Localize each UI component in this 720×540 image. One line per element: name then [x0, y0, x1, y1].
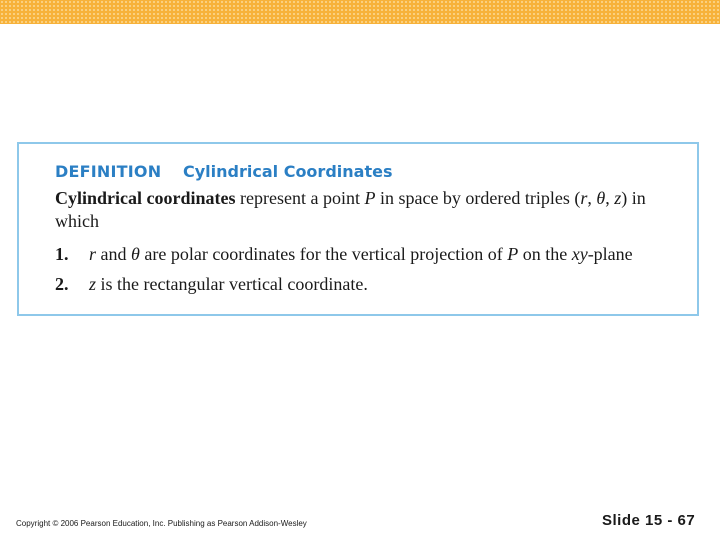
intro-text: represent a point	[235, 188, 365, 208]
item-text: is the rectangular vertical coordinate.	[96, 274, 368, 294]
definition-title: Cylindrical Coordinates	[183, 162, 393, 181]
item-var-theta: θ	[131, 244, 140, 264]
definition-header	[55, 162, 392, 181]
intro-var-z: z	[614, 188, 622, 208]
top-decorative-band	[0, 0, 720, 24]
item-number: 2.	[55, 274, 69, 294]
intro-var-p: P	[364, 188, 376, 208]
definition-item-2	[55, 274, 368, 295]
item-number: 1.	[55, 244, 69, 264]
item-var-z: z	[89, 274, 97, 294]
item-var-xy: xy	[571, 244, 588, 264]
intro-text: ,	[605, 188, 615, 208]
item-text: and	[96, 244, 132, 264]
intro-text: ) in which	[55, 188, 646, 231]
slide-number: Slide 15 - 67	[602, 512, 696, 529]
definition-box	[17, 142, 699, 316]
intro-var-theta: θ	[596, 188, 606, 208]
intro-term: Cylindrical coordinates	[55, 188, 236, 208]
definition-keyword: DEFINITION	[55, 162, 162, 181]
item-var-p: P	[507, 244, 519, 264]
item-text: are polar coordinates for the vertical projection of	[139, 244, 508, 264]
definition-intro	[55, 187, 687, 233]
intro-var-r: r	[580, 188, 588, 208]
item-text: on the	[518, 244, 572, 264]
intro-text: ,	[587, 188, 597, 208]
intro-text: in space by ordered triples (	[375, 188, 581, 208]
definition-item-1	[55, 244, 633, 265]
copyright-notice: Copyright © 2006 Pearson Education, Inc. Publishing as Pearson Addison-Wesley	[16, 519, 307, 528]
item-var-r: r	[89, 244, 97, 264]
item-text: -plane	[587, 244, 633, 264]
